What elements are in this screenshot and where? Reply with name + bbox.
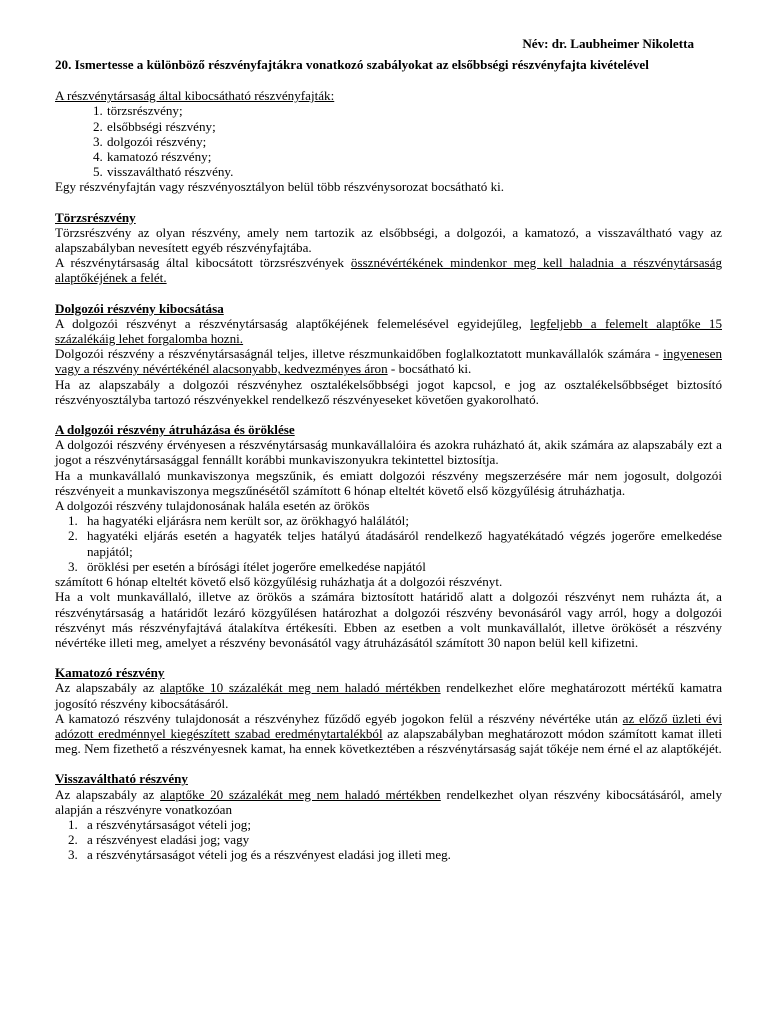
paragraph: Ha az alapszabály a dolgozói részvényhez osztalékelsőbbségi jogot kapcsol, e jog az osztalékelsőbbséget biztosító részvényosztályba tartozó részvényekkel rendelkező részvényeseket követően gyakorolható. bbox=[55, 376, 722, 407]
intro-section bbox=[55, 88, 722, 194]
list-item: 3. dolgozói részvény; bbox=[93, 133, 207, 149]
list-item: 2. elsőbbségi részvény; bbox=[93, 118, 216, 134]
list-item: 1. törzsrészvény; bbox=[93, 103, 183, 119]
paragraph: A kamatozó részvény tulajdonosát a részvényhez fűződő egyéb jogokon felül a részvény névértéke után az előző üzleti évi adózott eredménnyel kiegészített szabad eredménytartalékból az alapszabályban meghatározott módon számított kamat illeti meg. Nem fizethető a részvényesnek kamat, ha ennek következtében a részvénytársaság saját tőkéje nem érné el az alaptőkéjét. bbox=[55, 710, 722, 757]
paragraph: Ha a munkavállaló munkaviszonya megszűnik, és emiatt dolgozói részvény megszerzésére már nem jogosult, dolgozói részvényeit a munkaviszonya megszűnésétől számított 6 hónap elteltét követő első közgyűlésig átruházhatja. bbox=[55, 467, 722, 498]
paragraph: Törzsrészvény az olyan részvény, amely nem tartozik az elsőbbségi, a dolgozói, a kamatozó, a visszaváltható vagy az alapszabályban nevesített egyéb részvényfajtába. bbox=[55, 224, 722, 256]
inheritance-list bbox=[55, 513, 722, 574]
paragraph: számított 6 hónap elteltét követő első közgyűlésig ruházhatja át a dolgozói részvényt. bbox=[55, 574, 503, 590]
section-kamatozo-reszveny bbox=[55, 665, 722, 756]
intro-heading: A részvénytársaság által kibocsátható részvényfajták: bbox=[55, 88, 335, 104]
section-visszavalthato-reszveny bbox=[55, 771, 722, 862]
redeemable-list bbox=[55, 817, 722, 863]
list-item: 1. a részvénytársaságot vételi jog; bbox=[68, 816, 251, 832]
list-item: 2. a részvényest eladási jog; vagy bbox=[68, 832, 250, 848]
list-item: 1. ha hagyatéki eljárásra nem került sor, az örökhagyó halálától; bbox=[68, 513, 409, 529]
author-name: Név: dr. Laubheimer Nikoletta bbox=[522, 36, 694, 51]
paragraph: A dolgozói részvény tulajdonosának halála esetén az örökös bbox=[55, 498, 370, 514]
intro-note: Egy részvényfajtán vagy részvényosztályon belül több részvénysorozat bocsátható ki. bbox=[55, 179, 505, 195]
section-heading: A dolgozói részvény átruházása és öröklése bbox=[55, 422, 295, 438]
paragraph: Dolgozói részvény a részvénytársaságnál teljes, illetve részmunkaidőben foglalkoztatott munkavállalók számára - ingyenesen vagy a részvény névértékénél alacsonyabb, kedvezményes áron - bocsátható ki. bbox=[55, 346, 722, 377]
paragraph: A részvénytársaság által kibocsátott törzsrészvények össznévértékének mindenkor meg kell haladnia a részvénytársaság alaptőkéjének a felét. bbox=[55, 255, 722, 286]
list-item: 3. öröklési per esetén a bírósági ítélet jogerőre emelkedése napjától bbox=[68, 558, 426, 574]
paragraph: Az alapszabály az alaptőke 20 százalékát meg nem haladó mértékben rendelkezhet olyan részvény kibocsátásáról, amely alapján a részvényre vonatkozóan bbox=[55, 786, 722, 817]
share-types-list bbox=[55, 103, 722, 179]
paragraph: A dolgozói részvényt a részvénytársaság alaptőkéjének felemelésével egyidejűleg, legfeljebb a felemelt alaptőke 15 százalékáig lehet forgalomba hozni. bbox=[55, 315, 722, 347]
paragraph: Ha a volt munkavállaló, illetve az örökös a számára biztosított határidő alatt a dolgozói részvényt nem ruházta át, a részvénytársaság a határidőt lezáró közgyűlésen határozhat a dolgozói részvény bevonásáról vagy arról, hogy a dolgozói részvényt más részvényfajtává átalakítva értékesíti. Ebben az esetben a volt munkavállalót, illetve örökösét a részvény névértéke illeti meg, amelyet a részvény bevonásától vagy átruházásától számított 30 napon belül kell kifizetni. bbox=[55, 589, 722, 650]
section-heading: Törzsrészvény bbox=[55, 209, 136, 225]
section-torzsreszveny bbox=[55, 210, 722, 286]
section-atruhazas-orokles bbox=[55, 422, 722, 650]
document-body bbox=[55, 57, 722, 863]
paragraph: A dolgozói részvény érvényesen a részvénytársaság munkavállalóira és azokra ruházható át, akik számára az alapszabály ezt a jogot a részvénytársasággal fennállt korábbi munkaviszonyukra tekintettel biztosítja. bbox=[55, 437, 722, 468]
list-item: 4. kamatozó részvény; bbox=[93, 149, 212, 165]
question-title: 20. Ismertesse a különböző részvényfajtákra vonatkozó szabályokat az elsőbbségi részvényfajta kivételével bbox=[55, 57, 649, 72]
section-dolgozoi-reszveny bbox=[55, 301, 722, 407]
section-heading: Visszaváltható részvény bbox=[55, 771, 188, 787]
list-item: 3. a részvénytársaságot vételi jog és a részvényest eladási jog illeti meg. bbox=[68, 847, 451, 863]
list-item: 5. visszaváltható részvény. bbox=[93, 164, 234, 180]
section-heading: Kamatozó részvény bbox=[55, 665, 165, 681]
list-item: 2. hagyatéki eljárás esetén a hagyaték teljes hatályú átadásáról rendelkező hagyatékátadó végzés jogerőre emelkedése napjától; bbox=[68, 528, 722, 559]
section-heading: Dolgozói részvény kibocsátása bbox=[55, 300, 224, 316]
paragraph: Az alapszabály az alaptőke 10 százalékát meg nem haladó mértékben rendelkezhet előre meghatározott mértékű kamatra jogosító részvény kibocsátásáról. bbox=[55, 680, 723, 711]
